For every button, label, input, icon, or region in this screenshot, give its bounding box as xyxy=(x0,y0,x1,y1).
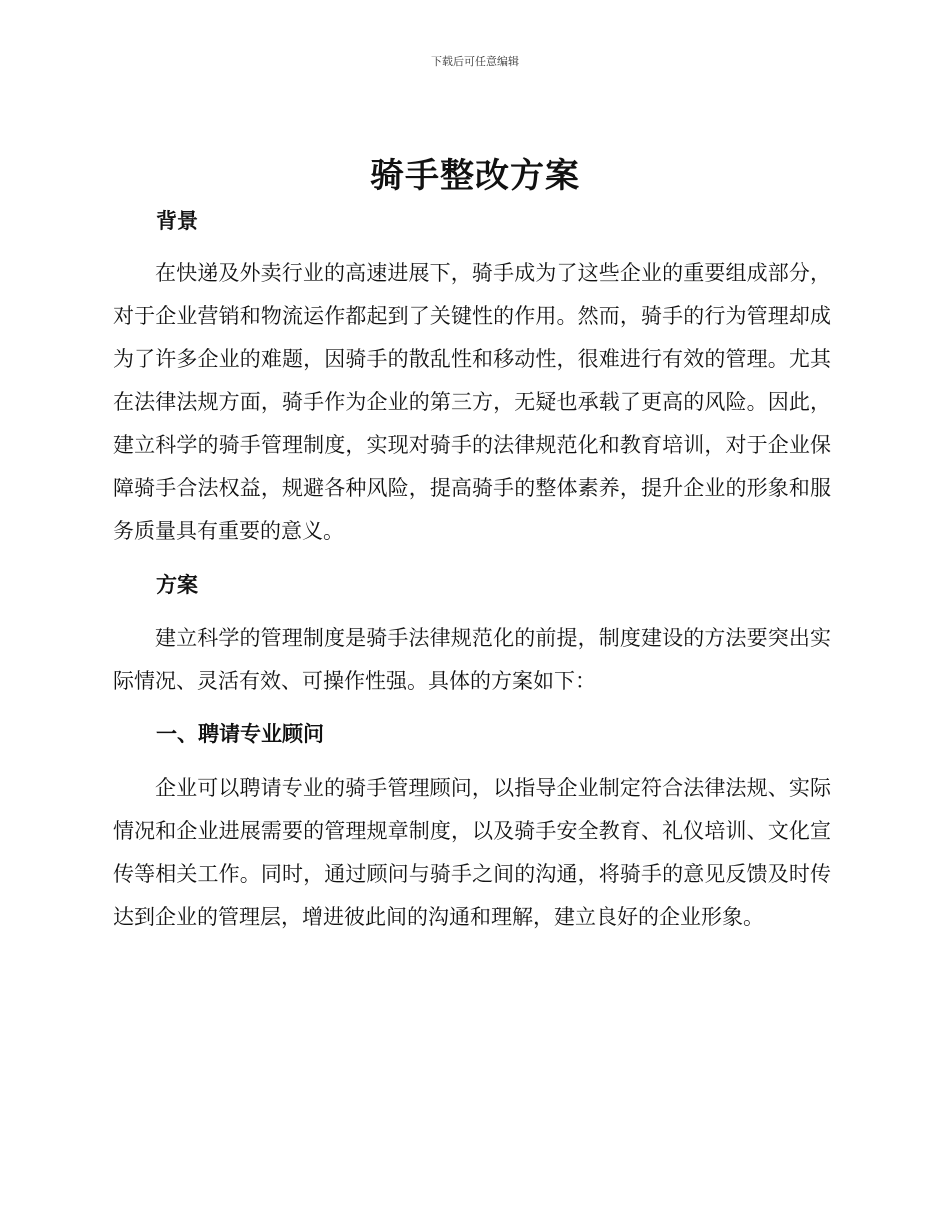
section-heading-plan: 方案 xyxy=(156,573,198,597)
section-heading-background: 背景 xyxy=(156,209,198,233)
section-heading-hire-consultant: 一、聘请专业顾问 xyxy=(156,722,324,746)
section-paragraph-background: 在快递及外卖行业的高速进展下，骑手成为了这些企业的重要组成部分，对于企业营销和物流运作都起到了关键性的作用。然而，骑手的行为管理却成为了许多企业的难题，因骑手的散乱性和移动性，很难进行有效的管理。尤其在法律法规方面，骑手作为企业的第三方，无疑也承载了更高的风险。因此，建立科学的骑手管理制度，实现对骑手的法律规范化和教育培训，对于企业保障骑手合法权益，规避各种风险，提高骑手的整体素养，提升企业的形象和服务质量具有重要的意义。 xyxy=(113,261,831,543)
section-paragraph-plan: 建立科学的管理制度是骑手法律规范化的前提，制度建设的方法要突出实际情况、灵活有效、可操作性强。具体的方案如下： xyxy=(113,626,831,693)
page-header-note: 下载后可任意编辑 xyxy=(431,55,519,68)
document-title: 骑手整改方案 xyxy=(370,156,580,196)
section-paragraph-hire-consultant: 企业可以聘请专业的骑手管理顾问，以指导企业制定符合法律法规、实际情况和企业进展需要的管理规章制度，以及骑手安全教育、礼仪培训、文化宣传等相关工作。同时，通过顾问与骑手之间的沟通，将骑手的意见反馈及时传达到企业的管理层，增进彼此间的沟通和理解，建立良好的企业形象。 xyxy=(113,776,831,929)
